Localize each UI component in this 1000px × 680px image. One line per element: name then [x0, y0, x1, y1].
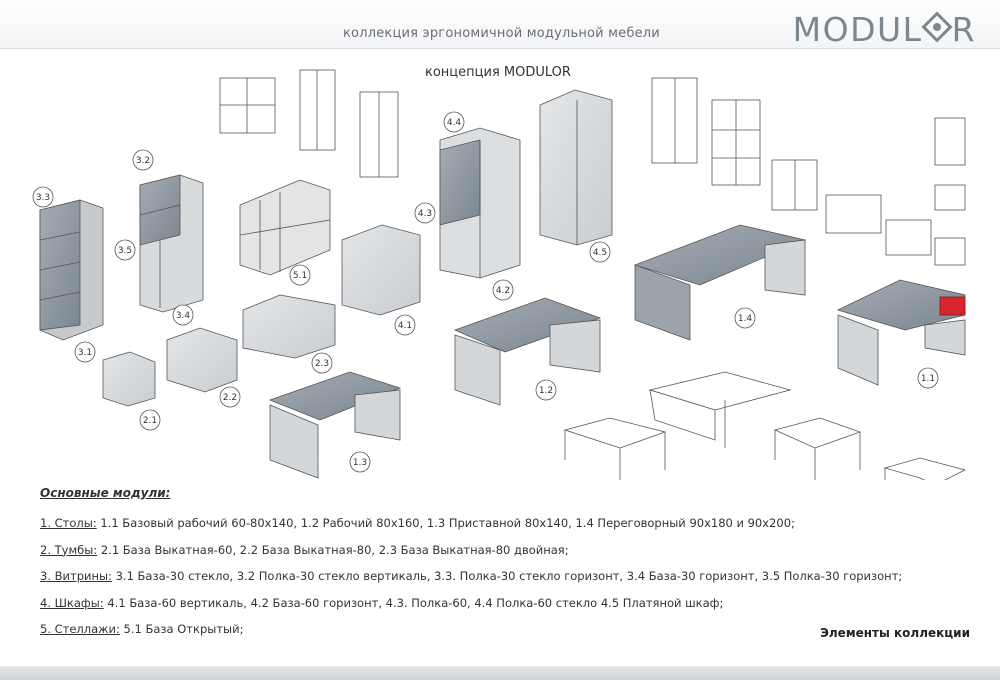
- modulor-logo: [793, 10, 976, 49]
- module-category: 2. Тумбы:: [40, 542, 98, 557]
- label-9: 4.1: [397, 321, 413, 331]
- module-line-tables: [565, 372, 965, 480]
- module-row-showcases: [40, 568, 980, 595]
- label-3: 3.1: [77, 348, 93, 358]
- module-2-3-drawer: [243, 295, 335, 358]
- label-6: 2.2: [222, 393, 238, 403]
- label-0: 3.3: [35, 193, 51, 203]
- label-2: 3.5: [117, 246, 133, 256]
- module-4-5-wardrobe: [540, 90, 612, 245]
- logo-text-left: MODUL: [792, 10, 923, 49]
- module-text: 4.1 База-60 вертикаль, 4.2 База-60 горизонт, 4.3. Полка-60, 4.4 Полка-60 стекло 4.5 Платяной шкаф;: [103, 595, 724, 610]
- module-5-1-open-shelf: [240, 180, 330, 275]
- module-row-drawers: [40, 542, 980, 569]
- label-7: 2.3: [314, 359, 330, 369]
- module-text: 1.1 Базовый рабочий 60-80х140, 1.2 Рабочий 80х160, 1.3 Приставной 80х140, 1.4 Переговорный 90х180 и 90х200;: [96, 516, 795, 530]
- label-8: 5.1: [292, 271, 308, 281]
- label-11: 4.3: [417, 209, 433, 219]
- module-top-open-box: [220, 70, 398, 177]
- footer-bar: [0, 666, 1000, 680]
- module-text: 3.1 База-30 стекло, 3.2 Полка-30 стекло вертикаль, 3.3. Полка-30 стекло горизонт, 3.4 База-30 горизонт, 3.5 Полка-30 горизонт;: [111, 569, 903, 583]
- concept-title: концепция MODULOR: [425, 65, 571, 80]
- label-14: 1.2: [538, 386, 554, 396]
- furniture-drawing: [0, 60, 1000, 480]
- module-text: 5.1 База Открытый;: [119, 622, 244, 636]
- module-1-3-table: [270, 372, 400, 478]
- label-1: 3.2: [135, 156, 151, 166]
- module-2-2-drawer: [167, 328, 237, 392]
- label-13: 4.5: [592, 248, 608, 258]
- module-row-tables: [40, 515, 980, 542]
- module-category: 3. Витрины:: [40, 569, 112, 583]
- module-4-1-cabinet: [342, 225, 420, 315]
- label-16: 1.4: [737, 314, 753, 324]
- module-3-2-cabinet: [140, 175, 203, 312]
- modules-title: Основные модули:: [40, 486, 171, 500]
- collection-subtitle: коллекция эргономичной модульной мебели: [343, 26, 660, 41]
- module-row-cabinets: [40, 595, 980, 622]
- label-17: 1.1: [920, 374, 936, 384]
- module-category: 4. Шкафы:: [40, 595, 104, 610]
- logo-text-right: R: [951, 10, 976, 49]
- label-5: 2.1: [142, 416, 158, 426]
- module-category: 1. Столы:: [40, 516, 97, 530]
- module-1-2-table: [455, 298, 600, 405]
- module-right-cabinets: [652, 78, 965, 265]
- label-15: 1.3: [352, 458, 368, 468]
- label-10: 4.4: [446, 118, 462, 128]
- module-1-1-table: [838, 280, 965, 385]
- module-3-3-shelf: [40, 200, 103, 340]
- label-12: 4.2: [495, 286, 511, 296]
- module-text: 2.1 База Выкатная-60, 2.2 База Выкатная-80, 2.3 База Выкатная-80 двойная;: [97, 542, 569, 557]
- module-category: 5. Стеллажи:: [40, 622, 120, 636]
- module-1-4-table: [635, 225, 805, 340]
- elements-caption: Элементы коллекции: [820, 626, 970, 640]
- label-4: 3.4: [175, 311, 191, 321]
- module-2-1-drawer: [103, 352, 155, 406]
- logo-diamond-icon: [921, 11, 952, 42]
- modules-list: [40, 486, 980, 648]
- module-4-x-cabinet: [440, 128, 520, 278]
